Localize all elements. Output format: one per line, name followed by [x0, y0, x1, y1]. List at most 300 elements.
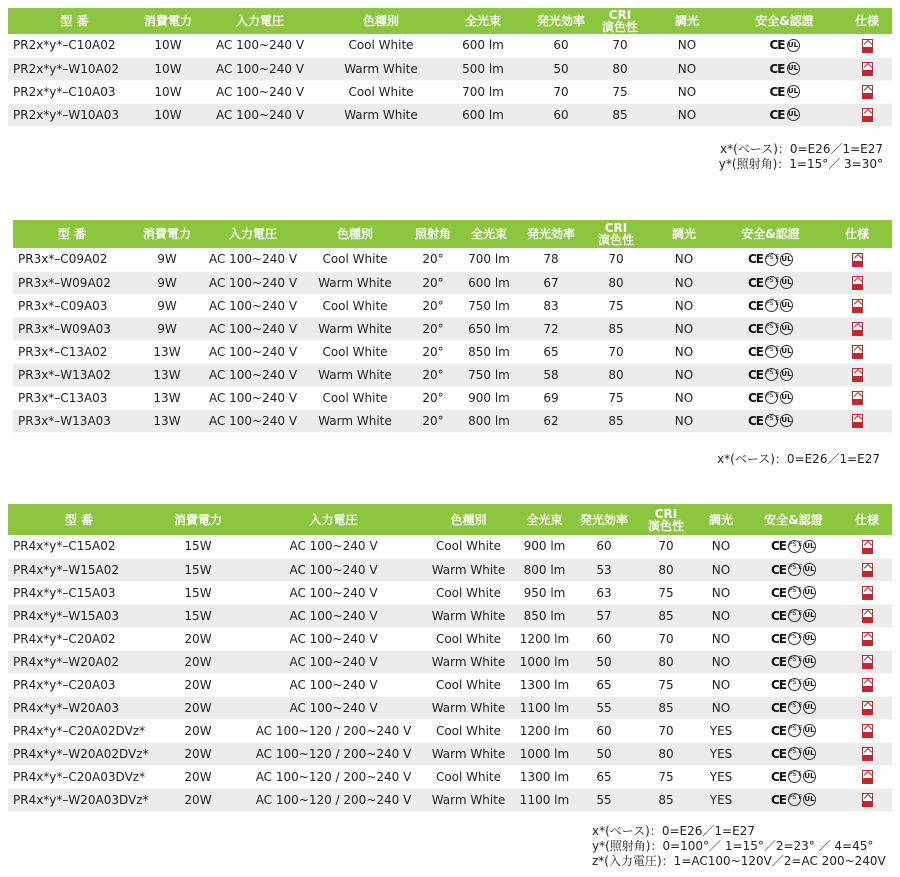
model-number-cell: PR4x*y*–C15A02 — [8, 535, 150, 558]
efficacy-cell: 50 — [573, 742, 635, 765]
dimming-cell: NO — [647, 80, 727, 103]
model-number-cell: PR4x*y*–C20A03DVz* — [8, 765, 150, 788]
pdf-document-icon[interactable] — [852, 322, 863, 336]
certification-cell — [727, 57, 842, 80]
efficacy-cell: 60 — [529, 34, 593, 57]
table-1-note-1: x*(ベース)：0=E26／1=E27 — [720, 142, 883, 156]
pdf-document-icon[interactable] — [862, 62, 873, 76]
table-header-row — [13, 220, 892, 248]
header-dimming: 調光 — [697, 504, 745, 535]
ce-mark-icon: CE — [770, 608, 786, 623]
pdf-document-icon[interactable] — [862, 701, 873, 715]
certification-cell — [745, 673, 842, 696]
ce-mark-icon: CE — [770, 654, 786, 669]
pdf-label-band — [863, 778, 872, 783]
pdf-document-icon[interactable] — [862, 793, 873, 807]
table-row — [13, 340, 892, 363]
pse-mark-icon: PS E — [765, 414, 778, 427]
header-cri-line1: CRI — [654, 506, 678, 521]
lumen-cell: 700 lm — [437, 80, 529, 103]
cri-cell: 80 — [583, 271, 649, 294]
power-cell: 9W — [131, 271, 203, 294]
efficacy-cell: 69 — [519, 386, 583, 409]
power-cell: 9W — [131, 317, 203, 340]
pdf-document-icon[interactable] — [862, 632, 873, 646]
efficacy-cell: 53 — [573, 558, 635, 581]
pse-mark-icon: PS E — [788, 632, 801, 645]
pse-mark-icon: PS E — [788, 563, 801, 576]
pse-mark-icon: PS E — [788, 540, 801, 553]
voltage-cell: AC 100~240 V — [203, 271, 303, 294]
certification-marks — [771, 678, 816, 692]
certification-marks — [748, 345, 793, 359]
certification-cell — [727, 34, 842, 57]
table-row — [8, 650, 892, 673]
pse-mark-icon: PS E — [788, 678, 801, 691]
pdf-label-band — [853, 307, 862, 312]
lumen-cell: 600 lm — [437, 34, 529, 57]
color-type-cell: Cool White — [421, 581, 516, 604]
pse-mark-icon: PS E — [788, 793, 801, 806]
certification-marks — [748, 414, 793, 428]
voltage-cell: AC 100~240 V — [246, 581, 421, 604]
header-lumen: 全光束 — [459, 220, 519, 248]
pdf-label-band — [853, 284, 862, 289]
header-cri-line2: 演色性 — [597, 233, 634, 247]
model-number-cell: PR2x*y*–C10A03 — [8, 80, 141, 103]
voltage-cell: AC 100~240 V — [203, 386, 303, 409]
table-1-note-2: y*(照射角)：1=15°／ 3=30° — [718, 157, 883, 171]
certification-cell — [745, 650, 842, 673]
table-row — [8, 788, 892, 811]
model-number-cell: PR2x*y*–W10A02 — [8, 57, 141, 80]
pdf-label-band — [863, 709, 872, 714]
efficacy-cell: 62 — [519, 409, 583, 432]
ul-mark-icon: UL — [787, 62, 800, 75]
pdf-document-icon[interactable] — [862, 678, 873, 692]
color-type-cell: Warm White — [303, 271, 407, 294]
ce-mark-icon: CE — [747, 252, 763, 267]
table-row — [8, 719, 892, 742]
efficacy-cell: 60 — [573, 627, 635, 650]
color-type-cell: Warm White — [421, 604, 516, 627]
header-voltage: 入力電圧 — [203, 220, 303, 248]
pse-mark-icon: PS E — [765, 368, 778, 381]
pse-mark-icon: PS E — [788, 747, 801, 760]
table-row — [8, 742, 892, 765]
pse-mark-icon: PS E — [765, 276, 778, 289]
ce-mark-icon: CE — [769, 84, 785, 99]
spec-sheet-cell — [842, 627, 892, 650]
certification-cell — [727, 80, 842, 103]
cri-cell: 75 — [593, 80, 647, 103]
pdf-document-icon[interactable] — [862, 108, 873, 122]
dimming-cell: NO — [697, 604, 745, 627]
dimming-cell: YES — [697, 742, 745, 765]
header-spec: 仕様 — [842, 504, 892, 535]
ce-mark-icon: CE — [747, 275, 763, 290]
certification-cell — [719, 271, 822, 294]
pse-mark-icon: PS E — [788, 701, 801, 714]
cri-cell: 80 — [583, 363, 649, 386]
lumen-cell: 950 lm — [516, 581, 573, 604]
certification-marks — [771, 632, 816, 646]
pse-mark-icon: PS E — [788, 655, 801, 668]
header-spec: 仕様 — [842, 8, 892, 34]
dimming-cell: NO — [697, 535, 745, 558]
table-row — [8, 80, 892, 103]
pdf-label-band — [863, 116, 872, 121]
model-number-cell: PR4x*y*–C20A03 — [8, 673, 150, 696]
cri-cell: 75 — [635, 673, 697, 696]
certification-cell — [745, 581, 842, 604]
power-cell: 10W — [141, 80, 195, 103]
pdf-label-band — [853, 261, 862, 266]
dimming-cell: NO — [697, 673, 745, 696]
header-lumen: 全光束 — [516, 504, 573, 535]
certification-marks — [771, 724, 816, 738]
lumen-cell: 1000 lm — [516, 742, 573, 765]
power-cell: 20W — [150, 627, 246, 650]
pdf-document-icon[interactable] — [862, 85, 873, 99]
dimming-cell: YES — [697, 765, 745, 788]
spec-sheet-cell — [822, 248, 892, 271]
lumen-cell: 1100 lm — [516, 696, 573, 719]
lumen-cell: 900 lm — [459, 386, 519, 409]
table-header-row — [8, 504, 892, 535]
ce-mark-icon: CE — [770, 539, 786, 554]
color-type-cell: Warm White — [325, 103, 437, 126]
certification-marks — [748, 368, 793, 382]
beam-angle-cell: 20° — [407, 340, 459, 363]
ul-mark-icon: UL — [803, 632, 816, 645]
model-number-cell: PR3x*–W13A03 — [13, 409, 131, 432]
power-cell: 10W — [141, 103, 195, 126]
power-cell: 20W — [150, 673, 246, 696]
model-number-cell: PR3x*–W13A02 — [13, 363, 131, 386]
voltage-cell: AC 100~240 V — [195, 57, 325, 80]
dimming-cell: NO — [649, 340, 719, 363]
power-cell: 15W — [150, 558, 246, 581]
dimming-cell: NO — [647, 34, 727, 57]
efficacy-cell: 60 — [529, 103, 593, 126]
color-type-cell: Cool White — [303, 386, 407, 409]
efficacy-cell: 63 — [573, 581, 635, 604]
ce-mark-icon: CE — [769, 38, 785, 53]
color-type-cell: Cool White — [421, 765, 516, 788]
ul-mark-icon: UL — [780, 299, 793, 312]
pdf-label-band — [863, 640, 872, 645]
efficacy-cell: 78 — [519, 248, 583, 271]
power-cell: 10W — [141, 34, 195, 57]
pse-mark-icon: PS E — [765, 391, 778, 404]
spec-table-3 — [8, 504, 892, 812]
certification-cell — [745, 558, 842, 581]
ul-mark-icon: UL — [780, 414, 793, 427]
pdf-document-icon[interactable] — [852, 391, 863, 405]
efficacy-cell: 65 — [519, 340, 583, 363]
voltage-cell: AC 100~240 V — [246, 535, 421, 558]
pdf-document-icon[interactable] — [862, 655, 873, 669]
header-certification: 安全&認證 — [719, 220, 822, 248]
spec-sheet-cell — [822, 363, 892, 386]
pse-mark-icon: PS E — [788, 724, 801, 737]
color-type-cell: Cool White — [303, 248, 407, 271]
table-row — [8, 604, 892, 627]
efficacy-cell: 55 — [573, 788, 635, 811]
pdf-label-band — [863, 663, 872, 668]
color-type-cell: Warm White — [325, 57, 437, 80]
ul-mark-icon: UL — [803, 747, 816, 760]
power-cell: 13W — [131, 363, 203, 386]
header-voltage: 入力電圧 — [195, 8, 325, 34]
ul-mark-icon: UL — [780, 368, 793, 381]
lumen-cell: 850 lm — [459, 340, 519, 363]
ce-mark-icon: CE — [770, 585, 786, 600]
beam-angle-cell: 20° — [407, 363, 459, 386]
lumen-cell: 800 lm — [516, 558, 573, 581]
ul-mark-icon: UL — [803, 540, 816, 553]
power-cell: 10W — [141, 57, 195, 80]
color-type-cell: Warm White — [421, 558, 516, 581]
power-cell: 20W — [150, 696, 246, 719]
cri-cell: 85 — [635, 788, 697, 811]
certification-marks — [771, 563, 816, 577]
power-cell: 20W — [150, 765, 246, 788]
model-number-cell: PR2x*y*–W10A03 — [8, 103, 141, 126]
pdf-document-icon[interactable] — [862, 586, 873, 600]
table-row — [13, 317, 892, 340]
spec-sheet-cell — [842, 103, 892, 126]
dimming-cell: NO — [649, 363, 719, 386]
pdf-document-icon[interactable] — [862, 724, 873, 738]
table-3-note-1: x*(ベース)：0=E26／1=E27 — [592, 824, 755, 838]
spec-sheet-cell — [842, 788, 892, 811]
cri-cell: 85 — [583, 409, 649, 432]
model-number-cell: PR3x*–C13A02 — [13, 340, 131, 363]
voltage-cell: AC 100~240 V — [203, 409, 303, 432]
efficacy-cell: 83 — [519, 294, 583, 317]
pdf-label-band — [863, 732, 872, 737]
efficacy-cell: 58 — [519, 363, 583, 386]
efficacy-cell: 57 — [573, 604, 635, 627]
certification-marks — [769, 62, 799, 76]
voltage-cell: AC 100~240 V — [203, 248, 303, 271]
header-voltage: 入力電圧 — [246, 504, 421, 535]
efficacy-cell: 65 — [573, 673, 635, 696]
ul-mark-icon: UL — [780, 345, 793, 358]
certification-cell — [745, 742, 842, 765]
power-cell: 20W — [150, 788, 246, 811]
spec-sheet-cell — [822, 317, 892, 340]
pdf-document-icon[interactable] — [862, 540, 873, 554]
certification-cell — [719, 409, 822, 432]
model-number-cell: PR4x*y*–C20A02DVz* — [8, 719, 150, 742]
color-type-cell: Warm White — [303, 363, 407, 386]
certification-cell — [727, 103, 842, 126]
header-spec: 仕様 — [822, 220, 892, 248]
efficacy-cell: 50 — [529, 57, 593, 80]
pdf-label-band — [853, 376, 862, 381]
ce-mark-icon: CE — [770, 746, 786, 761]
table-row — [13, 271, 892, 294]
model-number-cell: PR4x*y*–W15A02 — [8, 558, 150, 581]
table-row — [8, 103, 892, 126]
model-number-cell: PR3x*–C09A02 — [13, 248, 131, 271]
certification-marks — [748, 322, 793, 336]
model-number-cell: PR4x*y*–W20A02DVz* — [8, 742, 150, 765]
pdf-label-band — [853, 422, 862, 427]
table-2-note-1: x*(ベース)：0=E26／1=E27 — [717, 452, 880, 466]
header-cri — [583, 220, 649, 248]
certification-cell — [745, 604, 842, 627]
ce-mark-icon: CE — [769, 61, 785, 76]
ce-mark-icon: CE — [770, 700, 786, 715]
pdf-document-icon[interactable] — [852, 414, 863, 428]
pdf-document-icon[interactable] — [852, 345, 863, 359]
power-cell: 13W — [131, 340, 203, 363]
dimming-cell: NO — [647, 103, 727, 126]
power-cell: 20W — [150, 742, 246, 765]
model-number-cell: PR4x*y*–C15A03 — [8, 581, 150, 604]
dimming-cell: NO — [649, 317, 719, 340]
table-row — [8, 535, 892, 558]
certification-cell — [719, 294, 822, 317]
lumen-cell: 750 lm — [459, 363, 519, 386]
header-certification: 安全&認證 — [727, 8, 842, 34]
table-row — [8, 581, 892, 604]
pdf-label-band — [863, 686, 872, 691]
header-color: 色種別 — [421, 504, 516, 535]
cri-cell: 75 — [583, 294, 649, 317]
certification-cell — [719, 317, 822, 340]
cri-cell: 70 — [583, 248, 649, 271]
certification-cell — [745, 719, 842, 742]
header-lumen: 全光束 — [437, 8, 529, 34]
pdf-label-band — [863, 47, 872, 52]
ul-mark-icon: UL — [787, 108, 800, 121]
voltage-cell: AC 100~240 V — [246, 673, 421, 696]
efficacy-cell: 50 — [573, 650, 635, 673]
pdf-document-icon[interactable] — [852, 368, 863, 382]
pdf-document-icon[interactable] — [862, 747, 873, 761]
spec-sheet-cell — [822, 409, 892, 432]
voltage-cell: AC 100~240 V — [195, 103, 325, 126]
beam-angle-cell: 20° — [407, 294, 459, 317]
lumen-cell: 1300 lm — [516, 673, 573, 696]
certification-marks — [748, 299, 793, 313]
power-cell: 13W — [131, 386, 203, 409]
spec-sheet-cell — [842, 34, 892, 57]
color-type-cell: Cool White — [325, 80, 437, 103]
color-type-cell: Warm White — [421, 696, 516, 719]
voltage-cell: AC 100~240 V — [195, 34, 325, 57]
color-type-cell: Warm White — [303, 409, 407, 432]
cri-cell: 85 — [635, 604, 697, 627]
certification-marks — [771, 539, 816, 553]
pdf-document-icon[interactable] — [852, 299, 863, 313]
ul-mark-icon: UL — [803, 770, 816, 783]
power-cell: 15W — [150, 604, 246, 627]
ul-mark-icon: UL — [803, 563, 816, 576]
cri-cell: 85 — [593, 103, 647, 126]
table-3-note-2: y*(照射角)：0=100°／ 1=15°／2=23° ／ 4=45° — [592, 839, 874, 853]
dimming-cell: NO — [697, 650, 745, 673]
pse-mark-icon: PS E — [765, 253, 778, 266]
certification-marks — [748, 252, 793, 266]
pdf-label-band — [863, 801, 872, 806]
ul-mark-icon: UL — [803, 609, 816, 622]
cri-cell: 75 — [635, 765, 697, 788]
pdf-document-icon[interactable] — [862, 609, 873, 623]
certification-marks — [771, 747, 816, 761]
spec-sheet-cell — [842, 57, 892, 80]
header-efficacy: 発光効率 — [529, 8, 593, 34]
table-header-row — [8, 8, 892, 34]
certification-cell — [745, 535, 842, 558]
spec-sheet-cell — [842, 719, 892, 742]
header-power: 消費電力 — [141, 8, 195, 34]
voltage-cell: AC 100~240 V — [246, 696, 421, 719]
spec-sheet-cell — [822, 271, 892, 294]
ce-mark-icon: CE — [747, 298, 763, 313]
spec-sheet-cell — [842, 650, 892, 673]
ul-mark-icon: UL — [780, 253, 793, 266]
certification-marks — [771, 793, 816, 807]
header-cri — [593, 8, 647, 34]
certification-cell — [745, 627, 842, 650]
ul-mark-icon: UL — [803, 655, 816, 668]
power-cell: 9W — [131, 248, 203, 271]
color-type-cell: Cool White — [303, 294, 407, 317]
lumen-cell: 1200 lm — [516, 719, 573, 742]
voltage-cell: AC 100~240 V — [203, 340, 303, 363]
power-cell: 15W — [150, 581, 246, 604]
pdf-document-icon[interactable] — [852, 276, 863, 290]
ce-mark-icon: CE — [747, 390, 763, 405]
lumen-cell: 1300 lm — [516, 765, 573, 788]
certification-cell — [745, 765, 842, 788]
pdf-document-icon[interactable] — [852, 253, 863, 267]
pdf-label-band — [863, 617, 872, 622]
header-dimming: 調光 — [647, 8, 727, 34]
ce-mark-icon: CE — [770, 677, 786, 692]
lumen-cell: 750 lm — [459, 294, 519, 317]
spec-table-1 — [8, 8, 892, 127]
certification-marks — [771, 586, 816, 600]
pdf-document-icon[interactable] — [862, 770, 873, 784]
header-efficacy: 発光効率 — [573, 504, 635, 535]
pdf-label-band — [853, 330, 862, 335]
cri-cell: 70 — [635, 627, 697, 650]
dimming-cell: NO — [649, 386, 719, 409]
table-row — [8, 57, 892, 80]
certification-cell — [745, 788, 842, 811]
pdf-document-icon[interactable] — [862, 563, 873, 577]
dimming-cell: YES — [697, 719, 745, 742]
ul-mark-icon: UL — [787, 39, 800, 52]
certification-marks — [748, 391, 793, 405]
spec-sheet-cell — [842, 581, 892, 604]
header-certification: 安全&認證 — [745, 504, 842, 535]
table-row — [13, 363, 892, 386]
spec-table-2 — [13, 220, 892, 433]
model-number-cell: PR3x*–C09A03 — [13, 294, 131, 317]
table-row — [13, 409, 892, 432]
pdf-document-icon[interactable] — [862, 39, 873, 53]
model-number-cell: PR3x*–C13A03 — [13, 386, 131, 409]
ul-mark-icon: UL — [787, 85, 800, 98]
